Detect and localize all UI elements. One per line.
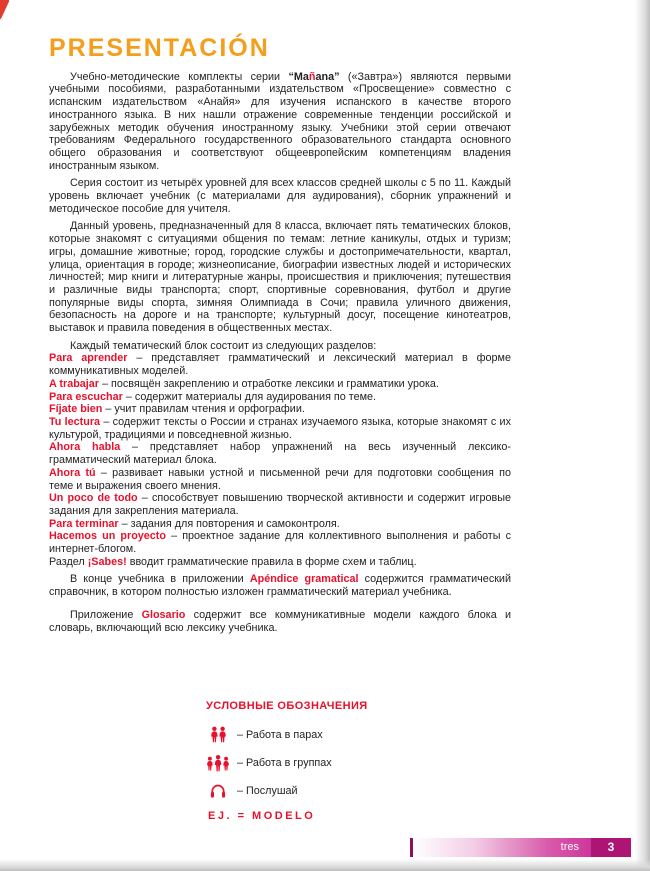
pair-work-icon — [204, 726, 232, 743]
section-text: – развивает навыки устной и письменной речи для подготовки сообщения по теме и выражения своего мнения. — [49, 466, 511, 492]
page-edge-shadow-bottom — [0, 859, 650, 871]
intro-paragraph-1 — [49, 71, 511, 173]
page-title: PRESENTACIÓN — [49, 34, 270, 62]
intro-text: («Завтра») являются первыми учебными пособиями, разработанными издательством «Просвещение» совместно с испанским издательством «Анайя» для изучения испанского в качестве второго иностранного языка. В них нашли отражение современные тенденции российской и зарубежных методик обучения иностранному языку. Учебники этой серии отвечают требованиям Федерального государственного образовательного стандарта основного общего образования и соответствуют общеевропейским компетенциям владения иностранным языком. — [49, 70, 511, 172]
section-text: – задания для повторения и самоконтроля. — [118, 517, 340, 530]
section-item-a-trabajar — [49, 378, 511, 391]
legend-item-pair-work — [204, 726, 419, 743]
section-label: ¡Sabes! — [87, 555, 127, 568]
section-text: – проектное задание для коллективного выполнения и работы с интернет-блогом. — [49, 530, 511, 556]
section-label: Ahora habla — [49, 441, 121, 454]
section-item-sabes: Раздел ¡Sabes! вводит грамматические правила в форме схем и таблиц. — [49, 555, 417, 568]
legend — [204, 700, 419, 822]
section-label: Un poco de todo — [49, 492, 138, 505]
section-label: Ahora tú — [49, 466, 96, 479]
section-label: Para terminar — [49, 517, 119, 530]
section-item-fijate-bien — [49, 403, 511, 416]
section-label: Para escuchar — [49, 390, 123, 403]
legend-ej-modelo: EJ. = MODELO — [208, 810, 316, 822]
intro-paragraph-2: Серия состоит из четырёх уровней для всех классов средней школы с 5 по 11. Каждый уровень включает учебник (с материалами для аудирования), сборник упражнений и методическое пособие для учителя. — [49, 177, 511, 215]
brand-name: “Mañana” — [288, 70, 340, 83]
sections-intro: Каждый тематический блок состоит из следующих разделов: — [70, 339, 377, 352]
section-item-tu-lectura — [49, 416, 511, 441]
apendice-paragraph: В конце учебника в приложении Apéndice gramatical содержится грамматический справочник, в котором полностью изложен грамматический материал учебника. — [49, 573, 511, 599]
section-item-ahora-tu — [49, 467, 511, 492]
intro-paragraph-3: Данный уровень, предназначенный для 8 класса, включает пять тематических блоков, которые знакомят с ситуациями общения по темам: летние каникулы, отдых и туризм; игры, домашние животные; город, городские службы и достопримечательности, квартал, улица, ориентация в городе; жизнеописание, биографии известных людей и исторических личностей; мир книги и литературные жанры, происшествия и приключения; путешествия и различные виды транспорта; спорт, спортивные соревнования, футбол и другие популярные виды спорта, зимняя Олимпиада в Сочи; правила уличного движения, безопасность на дороге и на транспорте; культурный досуг, посещение кинотеатров, выставок и правила поведения в общественных местах. — [49, 220, 511, 335]
section-item-para-aprender — [49, 352, 511, 377]
section-label: Para aprender — [49, 352, 128, 365]
legend-label: – Работа в парах — [237, 728, 323, 741]
glosario-paragraph: Приложение Glosario содержит все коммуникативные модели каждого блока и словарь, включающий всю лексику учебника. — [49, 608, 511, 634]
legend-item-listen — [204, 782, 419, 799]
legend-label: – Послушай — [237, 784, 298, 797]
section-item-un-poco-de-todo — [49, 492, 511, 517]
section-item-hacemos-un-proyecto — [49, 530, 511, 555]
section-text: – содержит материалы для аудирования по теме. — [122, 390, 377, 403]
page-edge-shadow-right — [635, 0, 650, 871]
section-label: Hacemos un proyecto — [49, 530, 166, 543]
brand-enye: ñ — [308, 70, 316, 83]
section-item-para-terminar — [49, 518, 511, 531]
section-text: – представляет набор упражнений на весь изученный лексико-грамматический материал блока. — [49, 441, 511, 467]
section-label: A trabajar — [49, 377, 100, 390]
glosario-label: Glosario — [141, 608, 186, 621]
section-item-para-escuchar — [49, 391, 511, 404]
intro-text: Учебно-методические комплекты серии — [70, 70, 289, 83]
page-number: 3 — [591, 838, 631, 857]
section-text: вводит грамматические правила в форме схем и таблиц. — [126, 555, 417, 568]
page-number-word: tres — [560, 841, 579, 853]
section-text: – содержит тексты о России и странах изучаемого языка, которые знакомят с их культурой, традициями и повседневной жизнью. — [49, 415, 511, 441]
legend-label: – Работа в группах — [237, 756, 332, 769]
headphones-icon — [204, 783, 232, 799]
apendice-label: Apéndice gramatical — [249, 573, 359, 586]
section-text: – посвящён закреплению и отработке лексики и грамматики урока. — [99, 377, 439, 390]
section-text: – представляет грамматический и лексический материал в форме коммуникативных моделей. — [49, 352, 511, 378]
section-item-ahora-habla — [49, 441, 511, 466]
footer-page-bar — [410, 838, 631, 857]
page-corner-mark — [0, 0, 9, 19]
legend-item-group-work — [204, 754, 419, 771]
page-content — [49, 34, 511, 634]
group-work-icon — [204, 754, 232, 772]
section-text: – способствует повышению творческой активности и содержит игровые задания для закрепления материала. — [49, 492, 511, 517]
section-label: Fíjate bien — [49, 403, 103, 416]
section-list — [49, 352, 511, 568]
section-label: Tu lectura — [49, 415, 101, 428]
section-text: – учит правилам чтения и орфографии. — [102, 403, 305, 416]
legend-heading: УСЛОВНЫЕ ОБОЗНАЧЕНИЯ — [206, 700, 368, 712]
